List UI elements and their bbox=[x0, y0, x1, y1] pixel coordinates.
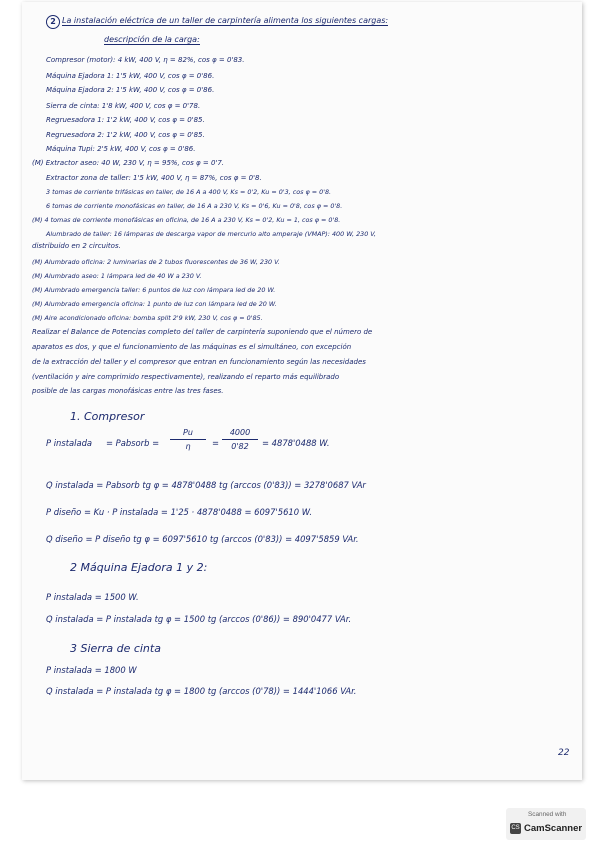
q-instalada-ejadora: Q instalada = P instalada tg φ = 1500 tg (arccos (0'86)) = 890'0477 VAr. bbox=[46, 614, 352, 624]
load-line: (M) Alumbrado emergencia taller: 6 puntos de luz con lámpara led de 20 W. bbox=[32, 286, 276, 294]
scanned-caption: Scanned with bbox=[528, 811, 567, 818]
problem-title-line2: descripción de la carga: bbox=[104, 35, 200, 44]
load-line: (M) Alumbrado oficina: 2 luminarias de 2 tubos fluorescentes de 36 W, 230 V. bbox=[32, 258, 280, 266]
worksheet-page bbox=[22, 2, 582, 780]
load-line: (M) Extractor aseo: 40 W, 230 V, η = 95%, cos φ = 0'7. bbox=[32, 159, 225, 167]
load-line: Regruesadora 1: 1'2 kW, 400 V, cos φ = 0'85. bbox=[46, 116, 205, 124]
fraction-numerator: 4000 bbox=[222, 426, 258, 440]
p-diseno-compresor: P diseño = Ku · P instalada = 1'25 · 4878'0488 = 6097'5610 W. bbox=[46, 507, 312, 517]
p-instalada-result: = 4878'0488 W. bbox=[262, 438, 330, 448]
p-instalada-ejadora: P instalada = 1500 W. bbox=[46, 592, 139, 602]
load-line: Máquina Ejadora 1: 1'5 kW, 400 V, cos φ = 0'86. bbox=[46, 72, 215, 80]
load-line: (M) Alumbrado aseo: 1 lámpara led de 40 W a 230 V. bbox=[32, 272, 202, 280]
load-line: distribuido en 2 circuitos. bbox=[32, 242, 121, 250]
equals-sign: = bbox=[212, 438, 220, 448]
fraction-denominator: η bbox=[185, 442, 191, 451]
task-line: Realizar el Balance de Potencias completo del taller de carpintería suponiendo que el número de bbox=[32, 328, 373, 336]
load-line: 6 tomas de corriente monofásicas en taller, de 16 A a 230 V, Ks = 0'6, Ku = 0'8, cos φ = 0'8. bbox=[46, 202, 343, 210]
q-instalada-sierra: Q instalada = P instalada tg φ = 1800 tg (arccos (0'78)) = 1444'1066 VAr. bbox=[46, 686, 357, 696]
p-instalada-label: P instalada bbox=[46, 438, 93, 448]
fraction-denominator: 0'82 bbox=[231, 442, 249, 451]
fraction-pu-eta bbox=[170, 426, 206, 453]
load-line: Máquina Ejadora 2: 1'5 kW, 400 V, cos φ = 0'86. bbox=[46, 86, 215, 94]
task-line: de la extracción del taller y el compresor que entran en funcionamiento según las necesidades bbox=[32, 358, 366, 366]
fraction-4000-082 bbox=[222, 426, 258, 453]
task-line: aparatos es dos, y que el funcionamiento de las máquinas es el simultáneo, con excepción bbox=[32, 343, 352, 351]
load-line: Sierra de cinta: 1'8 kW, 400 V, cos φ = 0'78. bbox=[46, 102, 201, 110]
section-heading-sierra: 3 Sierra de cinta bbox=[70, 642, 161, 655]
load-line: (M) Alumbrado emergencia oficina: 1 punto de luz con lámpara led de 20 W. bbox=[32, 300, 277, 308]
fraction-numerator: Pu bbox=[170, 426, 206, 440]
camscanner-logo-icon: CS bbox=[510, 823, 521, 834]
load-line: Extractor zona de taller: 1'5 kW, 400 V, η = 87%, cos φ = 0'8. bbox=[46, 174, 262, 182]
p-instalada-sierra: P instalada = 1800 W bbox=[46, 665, 137, 675]
camscanner-badge bbox=[506, 808, 586, 840]
load-line: (M) Aire acondicionado oficina: bomba split 2'9 kW, 230 V, cos φ = 0'85. bbox=[32, 314, 263, 322]
section-heading-compresor: 1. Compresor bbox=[70, 410, 145, 423]
task-line: posible de las cargas monofásicas entre las tres fases. bbox=[32, 387, 224, 395]
p-instalada-mid: = Pabsorb = bbox=[106, 438, 160, 448]
load-line: Alumbrado de taller: 16 lámparas de descarga vapor de mercurio alto amperaje (VMAP): 400 W, 230 V, bbox=[46, 230, 376, 238]
load-line: Máquina Tupi: 2'5 kW, 400 V, cos φ = 0'86. bbox=[46, 145, 196, 153]
problem-title-line1: La instalación eléctrica de un taller de carpintería alimenta los siguientes cargas: bbox=[62, 16, 389, 25]
load-line: (M) 4 tomas de corriente monofásicas en oficina, de 16 A a 230 V, Ks = 0'2, Ku = 1, cos φ = 0'8. bbox=[32, 216, 341, 224]
load-line: 3 tomas de corriente trifásicas en taller, de 16 A a 400 V, Ks = 0'2, Ku = 0'3, cos φ = 0'8. bbox=[46, 188, 332, 196]
page-number: 22 bbox=[558, 748, 570, 758]
load-line: Compresor (motor): 4 kW, 400 V, η = 82%, cos φ = 0'83. bbox=[46, 56, 245, 64]
problem-number: 2 bbox=[46, 15, 60, 29]
section-heading-ejadora: 2 Máquina Ejadora 1 y 2: bbox=[70, 561, 208, 574]
load-line: Regruesadora 2: 1'2 kW, 400 V, cos φ = 0'85. bbox=[46, 131, 205, 139]
camscanner-name: CamScanner bbox=[524, 823, 583, 834]
task-line: (ventilación y aire comprimido respectivamente), realizando el reparto más equilibrado bbox=[32, 373, 340, 381]
q-diseno-compresor: Q diseño = P diseño tg φ = 6097'5610 tg (arccos (0'83)) = 4097'5859 VAr. bbox=[46, 534, 359, 544]
q-instalada-compresor: Q instalada = Pabsorb tg φ = 4878'0488 tg (arccos (0'83)) = 3278'0687 VAr bbox=[46, 480, 366, 490]
